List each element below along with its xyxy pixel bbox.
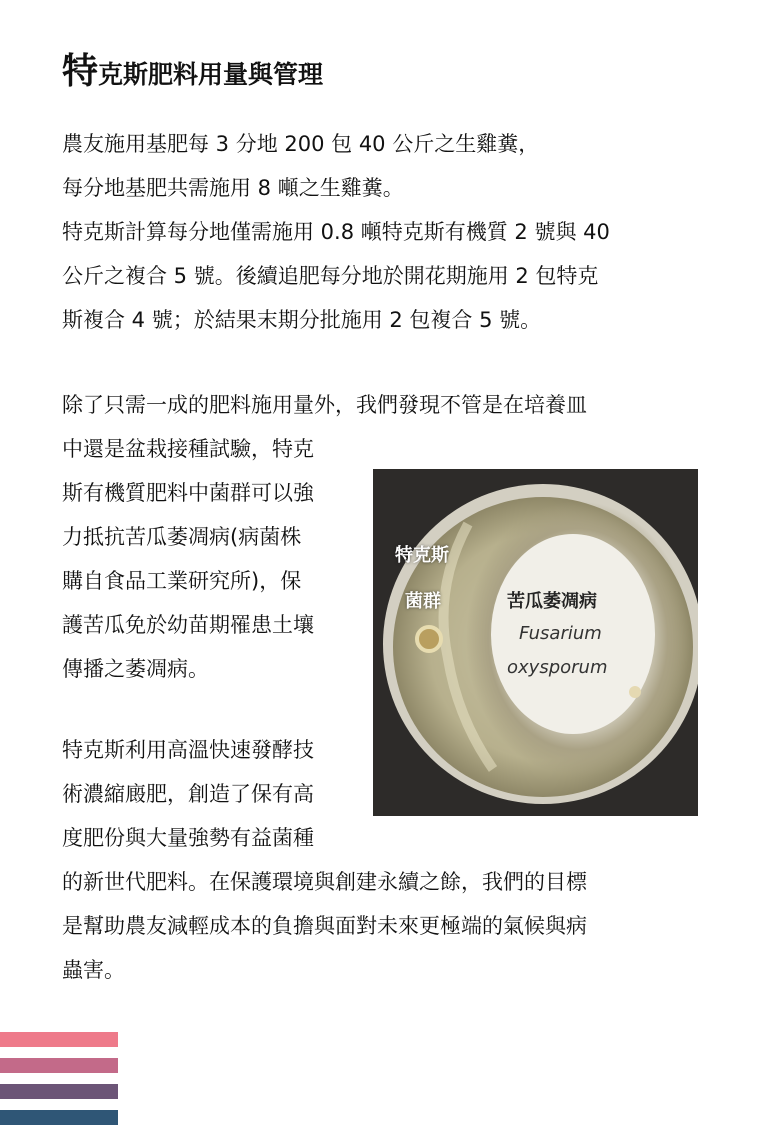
label-colony-line2: 菌群	[405, 591, 441, 612]
label-species-genus: Fusarium	[519, 623, 602, 644]
text-line: 除了只需一成的肥料施用量外，我們發現不管是在培養皿	[62, 393, 587, 417]
teksi-colony	[417, 627, 441, 651]
decorative-stripe-mauve	[0, 1058, 118, 1073]
text-line: 公斤之複合 5 號。後續追肥每分地於開花期施用 2 包特克	[62, 264, 599, 288]
page-title	[62, 50, 323, 97]
text-line: 購自食品工業研究所)，保	[62, 569, 302, 593]
text-line: 特克斯計算每分地僅需施用 0.8 噸特克斯有機質 2 號與 40	[62, 220, 610, 244]
text-line: 特克斯利用高溫快速發酵技	[62, 738, 314, 762]
decorative-stripe-pink	[0, 1032, 118, 1047]
title-first-char: 特	[62, 51, 99, 92]
text-line: 中還是盆栽接種試驗，特克	[62, 437, 314, 461]
small-spot	[629, 686, 641, 698]
text-line: 傳播之萎凋病。	[62, 657, 209, 681]
paragraph-fertilizer-usage	[62, 122, 610, 342]
text-line: 斯複合 4 號；於結果末期分批施用 2 包複合 5 號。	[62, 308, 542, 332]
text-line: 力抵抗苦瓜萎凋病(病菌株	[62, 525, 302, 549]
text-line: 每分地基肥共需施用 8 噸之生雞糞。	[62, 176, 404, 200]
text-line: 術濃縮廄肥，創造了保有高	[62, 782, 314, 806]
title-rest: 克斯肥料用量與管理	[98, 60, 324, 89]
text-line: 是幫助農友減輕成本的負擔與面對未來更極端的氣候與病	[62, 914, 587, 938]
text-line: 農友施用基肥每 3 分地 200 包 40 公斤之生雞糞，	[62, 132, 540, 156]
label-colony-line1: 特克斯	[395, 545, 449, 566]
label-species-epithet: oxysporum	[507, 657, 608, 678]
text-line: 蟲害。	[62, 958, 125, 982]
text-line: 護苦瓜免於幼苗期罹患土壤	[62, 613, 314, 637]
decorative-stripe-purple	[0, 1084, 118, 1099]
petri-dish-photo	[373, 469, 698, 816]
text-line: 度肥份與大量強勢有益菌種	[62, 826, 314, 850]
text-line: 的新世代肥料。在保護環境與創建永續之餘，我們的目標	[62, 870, 587, 894]
decorative-stripe-navy	[0, 1110, 118, 1125]
label-pathogen: 苦瓜萎凋病	[507, 591, 597, 612]
text-line: 斯有機質肥料中菌群可以強	[62, 481, 314, 505]
